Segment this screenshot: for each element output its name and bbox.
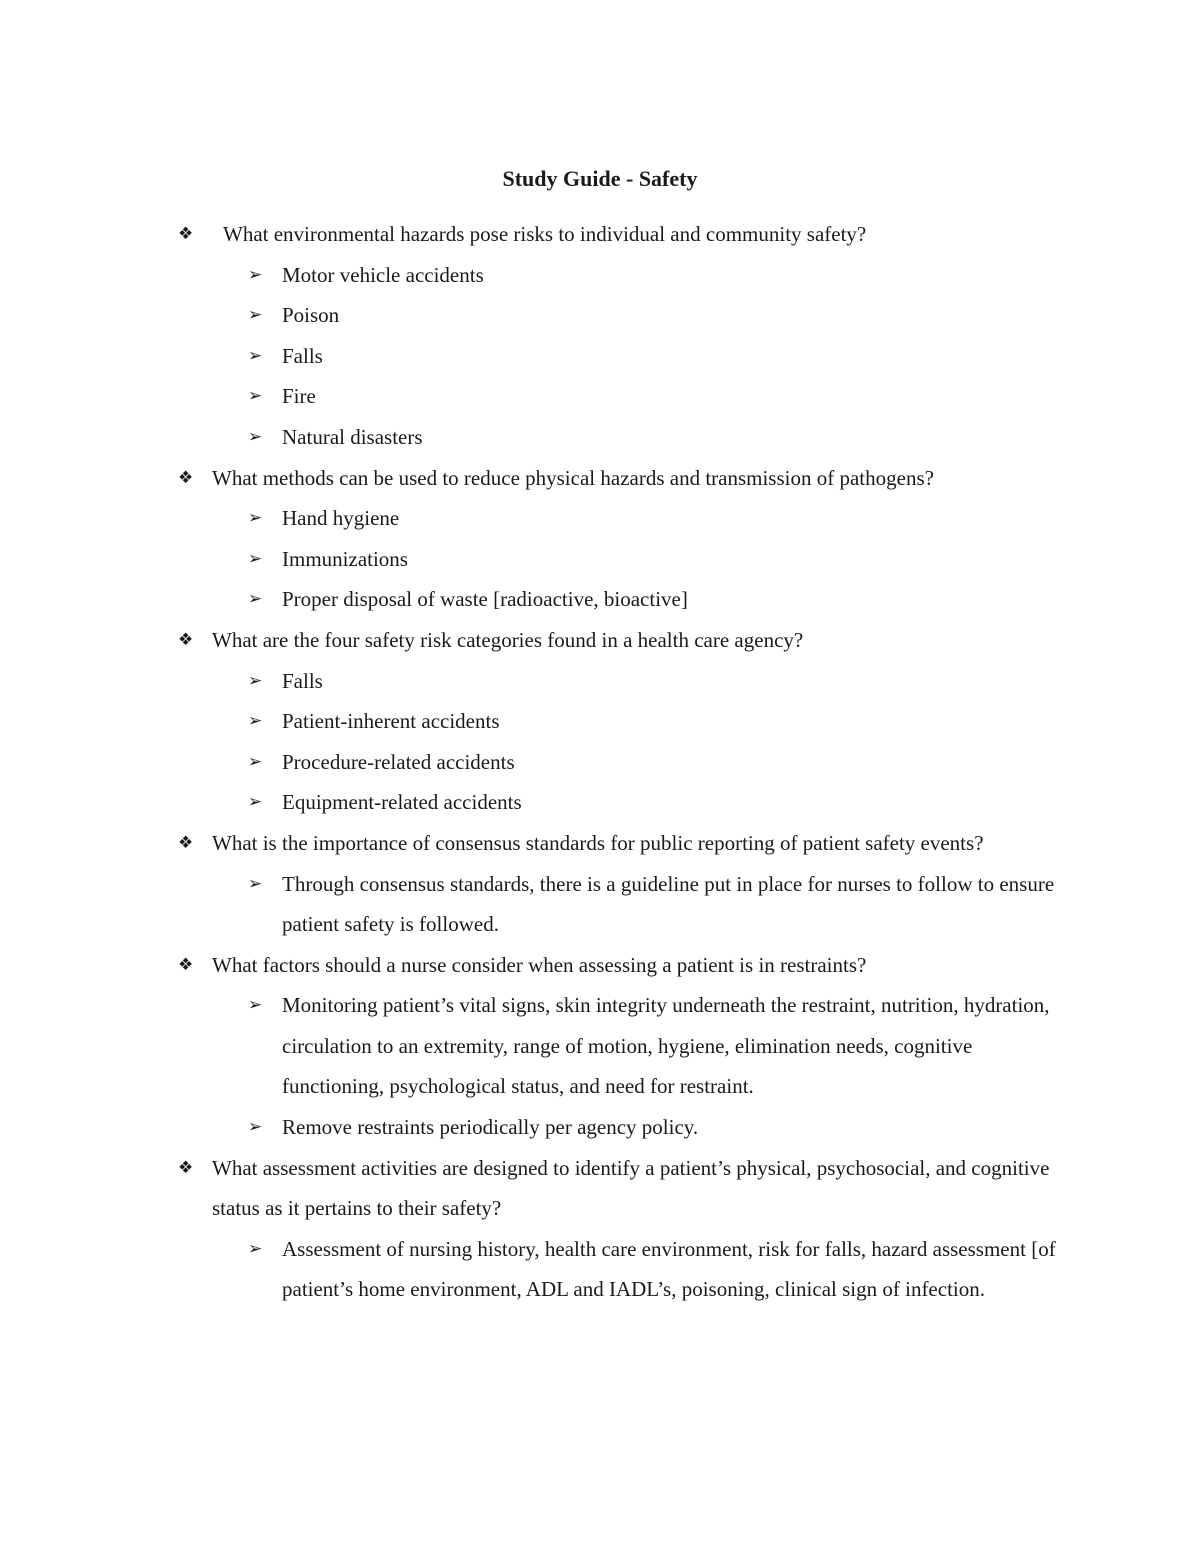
question-item <box>178 458 1078 499</box>
answer-item <box>178 579 1078 620</box>
answer-item <box>178 1229 1078 1310</box>
answer-list <box>178 661 1078 823</box>
answer-text: Equipment-related accidents <box>282 790 522 815</box>
diamond-bullet-icon: ❖ <box>178 832 194 852</box>
diamond-bullet-icon: ❖ <box>178 629 194 649</box>
answer-item <box>178 661 1078 702</box>
answer-text: Motor vehicle accidents <box>282 262 484 287</box>
page-title: Study Guide - Safety <box>502 166 698 191</box>
answer-text: Falls <box>282 668 323 693</box>
question-item <box>178 620 1078 661</box>
answer-text: Patient-inherent accidents <box>282 709 500 734</box>
arrow-bullet-icon: ➢ <box>248 345 263 366</box>
answer-item <box>178 985 1078 1107</box>
answer-text: Natural disasters <box>282 424 423 449</box>
answer-item <box>178 336 1078 377</box>
answer-item <box>178 295 1078 336</box>
answer-text: Assessment of nursing history, health care environment, risk for falls, hazard assessment [of patient’s home environment, ADL and IADL’s, poisoning, clinical sign of infection. <box>282 1236 1056 1302</box>
arrow-bullet-icon: ➢ <box>248 305 263 326</box>
answer-item <box>178 255 1078 296</box>
question-text: What factors should a nurse consider when assessing a patient is in restraints? <box>212 952 867 977</box>
arrow-bullet-icon: ➢ <box>248 548 263 569</box>
answer-text: Fire <box>282 384 316 409</box>
question-item <box>178 1148 1078 1229</box>
arrow-bullet-icon: ➢ <box>248 873 263 894</box>
answer-item <box>178 782 1078 823</box>
arrow-bullet-icon: ➢ <box>248 426 263 447</box>
answer-item <box>178 539 1078 580</box>
diamond-bullet-icon: ❖ <box>178 224 194 243</box>
answer-item <box>178 864 1078 945</box>
arrow-bullet-icon: ➢ <box>248 670 263 691</box>
answer-item <box>178 376 1078 417</box>
answer-list <box>178 864 1078 945</box>
question-text: What is the importance of consensus standards for public reporting of patient safety events? <box>212 830 984 855</box>
question-text: What environmental hazards pose risks to individual and community safety? <box>223 222 867 246</box>
answer-text: Proper disposal of waste [radioactive, bioactive] <box>282 587 688 612</box>
question-item <box>178 945 1078 986</box>
answer-item <box>178 701 1078 742</box>
answer-item <box>178 417 1078 458</box>
answer-text: Hand hygiene <box>282 506 400 531</box>
answer-list <box>178 498 1078 620</box>
answer-list <box>178 255 1078 458</box>
question-list <box>178 214 1078 1310</box>
question-item <box>178 823 1078 864</box>
answer-item <box>178 742 1078 783</box>
arrow-bullet-icon: ➢ <box>248 792 263 813</box>
arrow-bullet-icon: ➢ <box>248 711 263 732</box>
arrow-bullet-icon: ➢ <box>248 751 263 772</box>
answer-text: Through consensus standards, there is a guideline put in place for nurses to follow to ensure patient safety is followed. <box>282 871 1055 937</box>
diamond-bullet-icon: ❖ <box>178 954 194 974</box>
answer-text: Immunizations <box>282 546 408 571</box>
answer-text: Falls <box>282 343 323 368</box>
answer-list <box>178 1229 1078 1310</box>
answer-list <box>178 985 1078 1147</box>
question-text: What are the four safety risk categories found in a health care agency? <box>212 627 804 652</box>
answer-item <box>178 1107 1078 1148</box>
question-text: What methods can be used to reduce physical hazards and transmission of pathogens? <box>212 465 934 490</box>
arrow-bullet-icon: ➢ <box>248 508 263 529</box>
question-item <box>178 214 1078 255</box>
arrow-bullet-icon: ➢ <box>248 386 263 407</box>
arrow-bullet-icon: ➢ <box>248 264 263 285</box>
arrow-bullet-icon: ➢ <box>248 1117 263 1138</box>
arrow-bullet-icon: ➢ <box>248 1238 263 1259</box>
arrow-bullet-icon: ➢ <box>248 995 263 1016</box>
answer-item <box>178 498 1078 539</box>
diamond-bullet-icon: ❖ <box>178 467 194 487</box>
answer-text: Monitoring patient’s vital signs, skin integrity underneath the restraint, nutrition, hydration, circulation to an extremity, range of motion, hygiene, elimination needs, cognitive functioning, psychological status, and need for restraint. <box>282 993 1050 1099</box>
arrow-bullet-icon: ➢ <box>248 589 263 610</box>
question-text: What assessment activities are designed to identify a patient’s physical, psychosocial, and cognitive status as it pertains to their safety? <box>212 1155 1050 1221</box>
answer-text: Procedure-related accidents <box>282 749 515 774</box>
answer-text: Remove restraints periodically per agency policy. <box>282 1115 699 1140</box>
answer-text: Poison <box>282 303 340 328</box>
diamond-bullet-icon: ❖ <box>178 1157 194 1177</box>
